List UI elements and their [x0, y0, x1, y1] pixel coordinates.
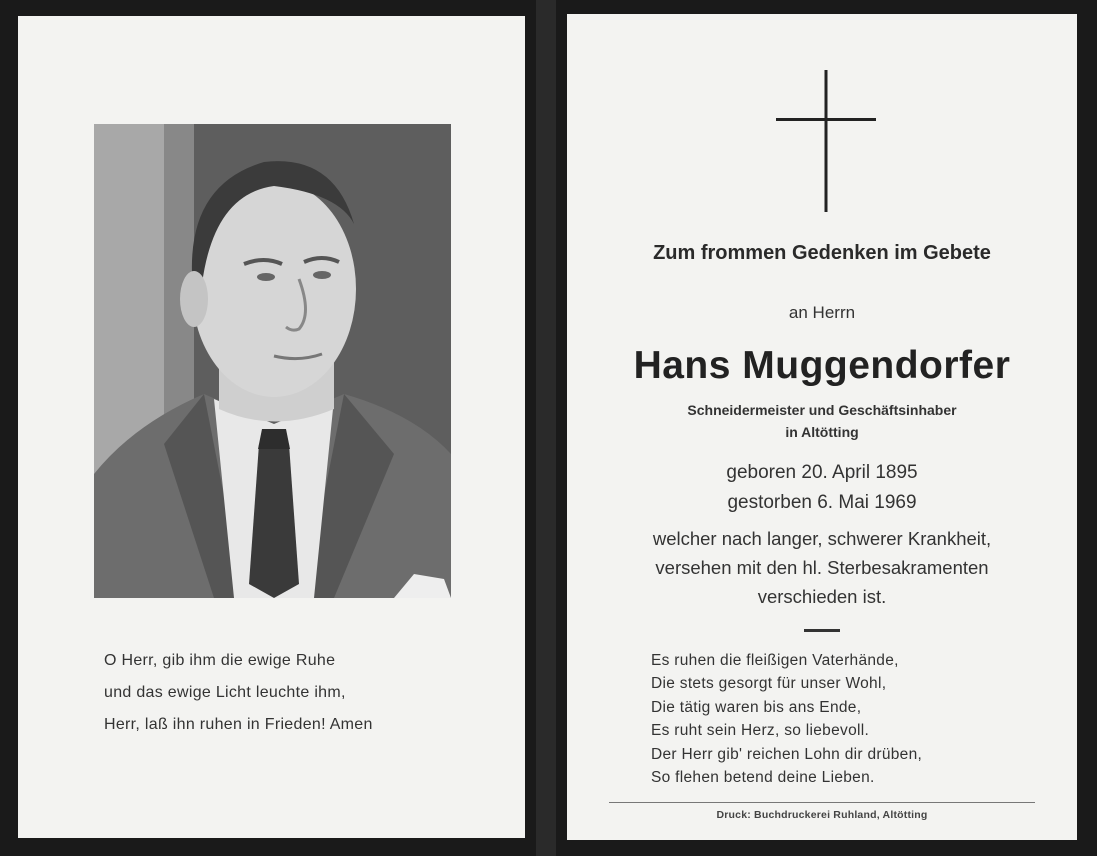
statement-line: versehen mit den hl. Sterbesakramenten: [655, 557, 989, 578]
prayer-line: und das ewige Licht leuchte ihm,: [104, 684, 346, 701]
footer-rule: [609, 802, 1035, 803]
poem-line: Es ruhen die fleißigen Vaterhände,: [651, 652, 899, 669]
poem-line: Die stets gesorgt für unser Wohl,: [651, 675, 887, 693]
salutation: an Herrn: [788, 303, 856, 322]
portrait-photo: [94, 124, 451, 598]
portrait-illustration: [94, 124, 451, 598]
prayer-line: O Herr, gib ihm die ewige Ruhe: [104, 652, 336, 669]
occupation: [567, 399, 1077, 443]
poem-line: Der Herr gib' reichen Lohn dir drüben,: [651, 745, 923, 763]
poem-line: Die tätig waren bis ans Ende,: [651, 698, 862, 716]
right-card: [567, 14, 1077, 840]
left-card: [18, 16, 525, 838]
card-fold-spine: [536, 0, 556, 856]
death-statement: [567, 524, 1077, 611]
poem-line: Es ruht sein Herz, so liebevoll.: [651, 722, 870, 740]
printer-credit: Druck: Buchdruckerei Ruhland, Altötting: [716, 809, 928, 821]
statement-line: verschieden ist.: [757, 586, 887, 607]
prayer-text: [104, 646, 504, 742]
birth-date: geboren 20. April 1895: [726, 462, 918, 483]
occupation-line: in Altötting: [785, 424, 859, 440]
memorial-heading: Zum frommen Gedenken im Gebete: [653, 242, 991, 264]
section-divider: [804, 629, 840, 632]
memorial-poem: [651, 649, 1051, 789]
cross-icon: [776, 70, 876, 212]
deceased-name: Hans Muggendorfer: [633, 344, 1011, 387]
occupation-line: Schneidermeister und Geschäftsinhaber: [687, 402, 957, 418]
statement-line: welcher nach langer, schwerer Krankheit,: [652, 528, 992, 549]
life-dates: [567, 458, 1077, 518]
prayer-line: Herr, laß ihn ruhen in Frieden! Amen: [104, 716, 373, 733]
poem-line: So flehen betend deine Lieben.: [651, 769, 875, 787]
death-date: gestorben 6. Mai 1969: [727, 492, 917, 513]
